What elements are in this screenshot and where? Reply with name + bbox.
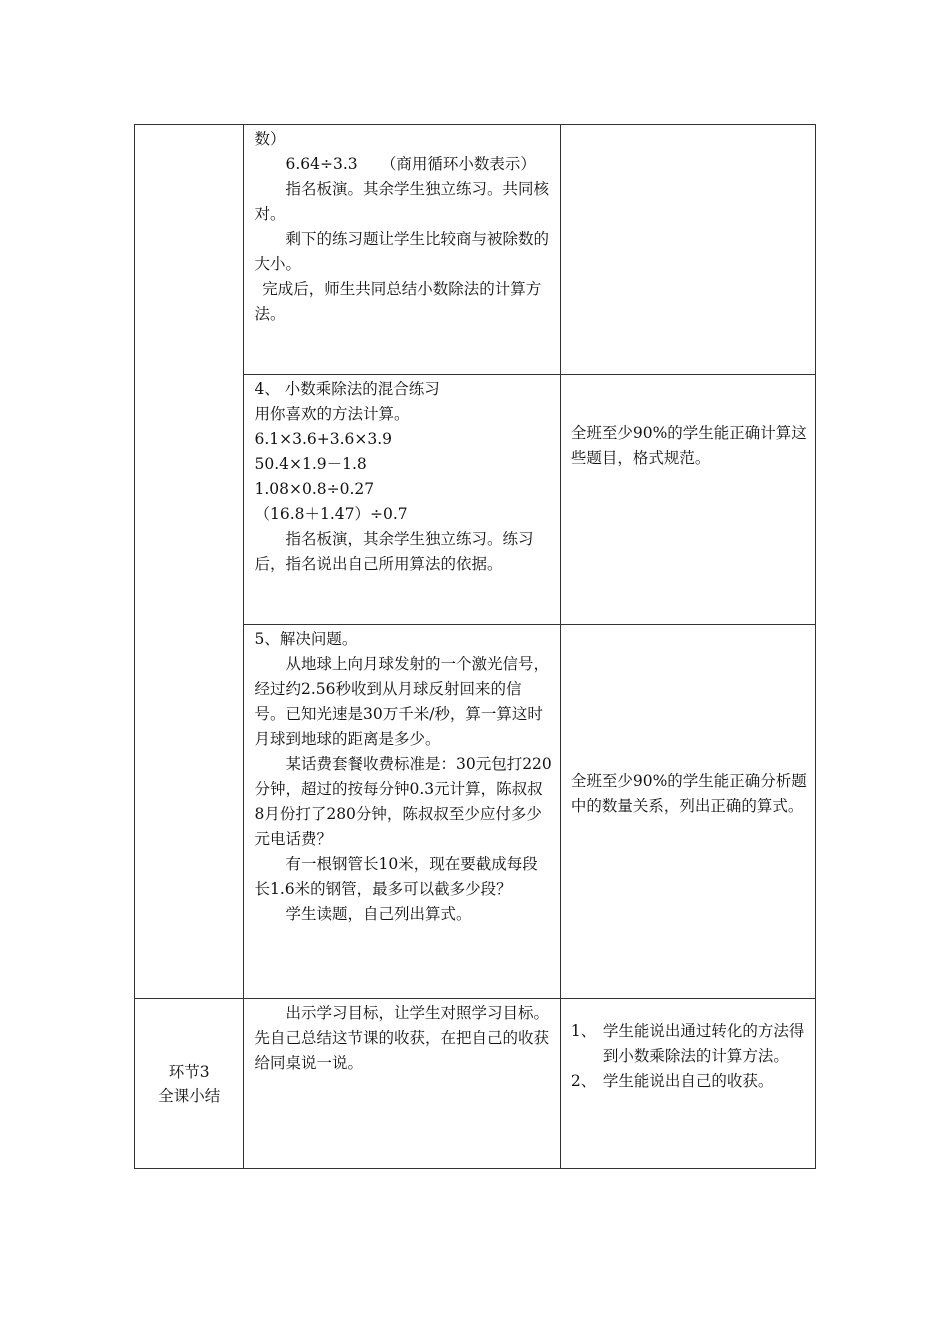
activity-text: 从地球上向月球发射的一个激光信号，经过约2.56秒收到从月球反射回来的信号。已知光速是30万千米/秒，算一算这时月球到地球的距离是多少。	[254, 655, 549, 748]
stage-label: 环节3	[168, 1062, 210, 1081]
activity-text: 用你喜欢的方法计算。	[254, 405, 410, 423]
goal-list-item	[571, 1069, 807, 1094]
activity-text: 数）	[254, 130, 286, 148]
stage-label: 全课小结	[158, 1086, 221, 1105]
activity-text: 6.64÷3.3 （商用循环小数表示）	[285, 155, 536, 173]
goal-cell	[560, 625, 815, 999]
activity-text: 出示学习目标，让学生对照学习目标。先自己总结这节课的收获，在把自己的收获给同桌说一说。	[254, 1004, 549, 1072]
activity-text: 学生读题，自己列出算式。	[285, 905, 472, 923]
activity-cell	[244, 375, 560, 625]
goal-list-item	[571, 1019, 807, 1069]
activity-text: 指名板演。其余学生独立练习。共同核对。	[254, 180, 549, 223]
activity-text: 有一根钢管长10米，现在要截成每段长1.6米的钢管，最多可以截多少段？	[254, 855, 538, 898]
activity-cell	[244, 625, 560, 999]
formula-text: 50.4×1.9－1.8	[254, 455, 367, 473]
formula-text: 1.08×0.8÷0.27	[254, 480, 375, 498]
activity-text: 4、 小数乘除法的混合练习	[254, 380, 440, 398]
activity-text: 完成后，师生共同总结小数除法的计算方法。	[254, 280, 542, 323]
activity-text: 5、解决问题。	[254, 630, 358, 648]
activity-text: 剩下的练习题让学生比较商与被除数的大小。	[254, 230, 549, 273]
goal-list-number: 1、	[570, 1022, 597, 1040]
stage-cell	[135, 999, 244, 1169]
goal-text: 全班至少90%的学生能正确计算这些题目，格式规范。	[570, 424, 807, 467]
goal-cell	[560, 999, 815, 1169]
goal-text: 学生能说出通过转化的方法得到小数乘除法的计算方法。	[602, 1022, 805, 1065]
activity-cell	[244, 125, 560, 375]
formula-text: （16.8＋1.47）÷0.7	[254, 505, 408, 523]
activity-cell	[244, 999, 560, 1169]
lesson-plan-table	[134, 124, 816, 1169]
goal-text: 全班至少90%的学生能正确分析题中的数量关系，列出正确的算式。	[570, 772, 807, 815]
stage-cell	[135, 125, 244, 999]
goal-list-number: 2、	[570, 1072, 597, 1090]
activity-text: 某话费套餐收费标准是：30元包打220分钟，超过的按每分钟0.3元计算，陈叔叔8月份打了280分钟，陈叔叔至少应付多少元电话费？	[254, 755, 552, 848]
activity-text: 指名板演，其余学生独立练习。练习后，指名说出自己所用算法的依据。	[254, 530, 534, 573]
table-row	[135, 999, 816, 1169]
formula-text: 6.1×3.6+3.6×3.9	[254, 430, 393, 448]
goal-cell	[560, 125, 815, 375]
goal-text: 学生能说出自己的收获。	[602, 1072, 774, 1090]
table-row	[135, 125, 816, 375]
goal-cell	[560, 375, 815, 625]
